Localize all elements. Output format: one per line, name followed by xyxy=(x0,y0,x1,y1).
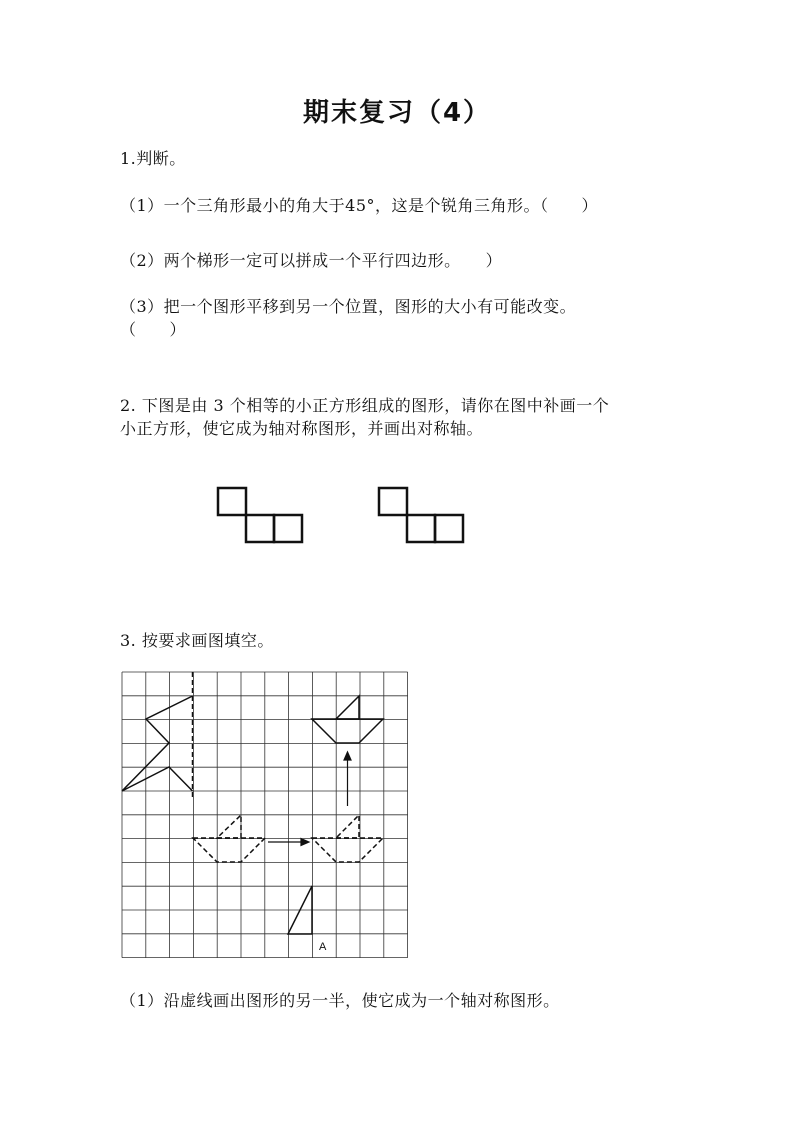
boat-dashed-right xyxy=(312,815,383,862)
square xyxy=(274,515,302,542)
q3-heading: 3. 按要求画图填空。 xyxy=(120,631,274,650)
boat-solid xyxy=(312,696,383,743)
square xyxy=(407,515,435,542)
q2-line-1: 2. 下图是由 3 个相等的小正方形组成的图形，请你在图中补画一个 xyxy=(120,396,610,415)
q1-item-2: （2）两个梯形一定可以拼成一个平行四边形。 ） xyxy=(120,251,503,270)
q2-figure-left xyxy=(210,482,310,548)
triangle-a-label: A xyxy=(319,941,327,953)
q1-item-3: （3）把一个图形平移到另一个位置，图形的大小有可能改变。 xyxy=(120,297,577,316)
q1-item-3-blank: （ ） xyxy=(120,320,187,339)
q1-item-1: （1）一个三角形最小的角大于45°，这是个锐角三角形。（ ） xyxy=(120,196,599,215)
page-title: 期末复习（4） xyxy=(302,98,492,128)
q1-heading: 1.判断。 xyxy=(120,149,186,168)
square xyxy=(435,515,463,542)
arrow-up xyxy=(344,752,351,806)
q2-figure-right xyxy=(370,482,470,548)
q3-grid xyxy=(118,668,412,962)
q3-sub-1: （1）沿虚线画出图形的另一半，使它成为一个轴对称图形。 xyxy=(120,991,560,1010)
square xyxy=(379,488,407,515)
square xyxy=(218,488,246,515)
q2-line-2: 小正方形，使它成为轴对称图形，并画出对称轴。 xyxy=(120,419,484,438)
square xyxy=(246,515,274,542)
